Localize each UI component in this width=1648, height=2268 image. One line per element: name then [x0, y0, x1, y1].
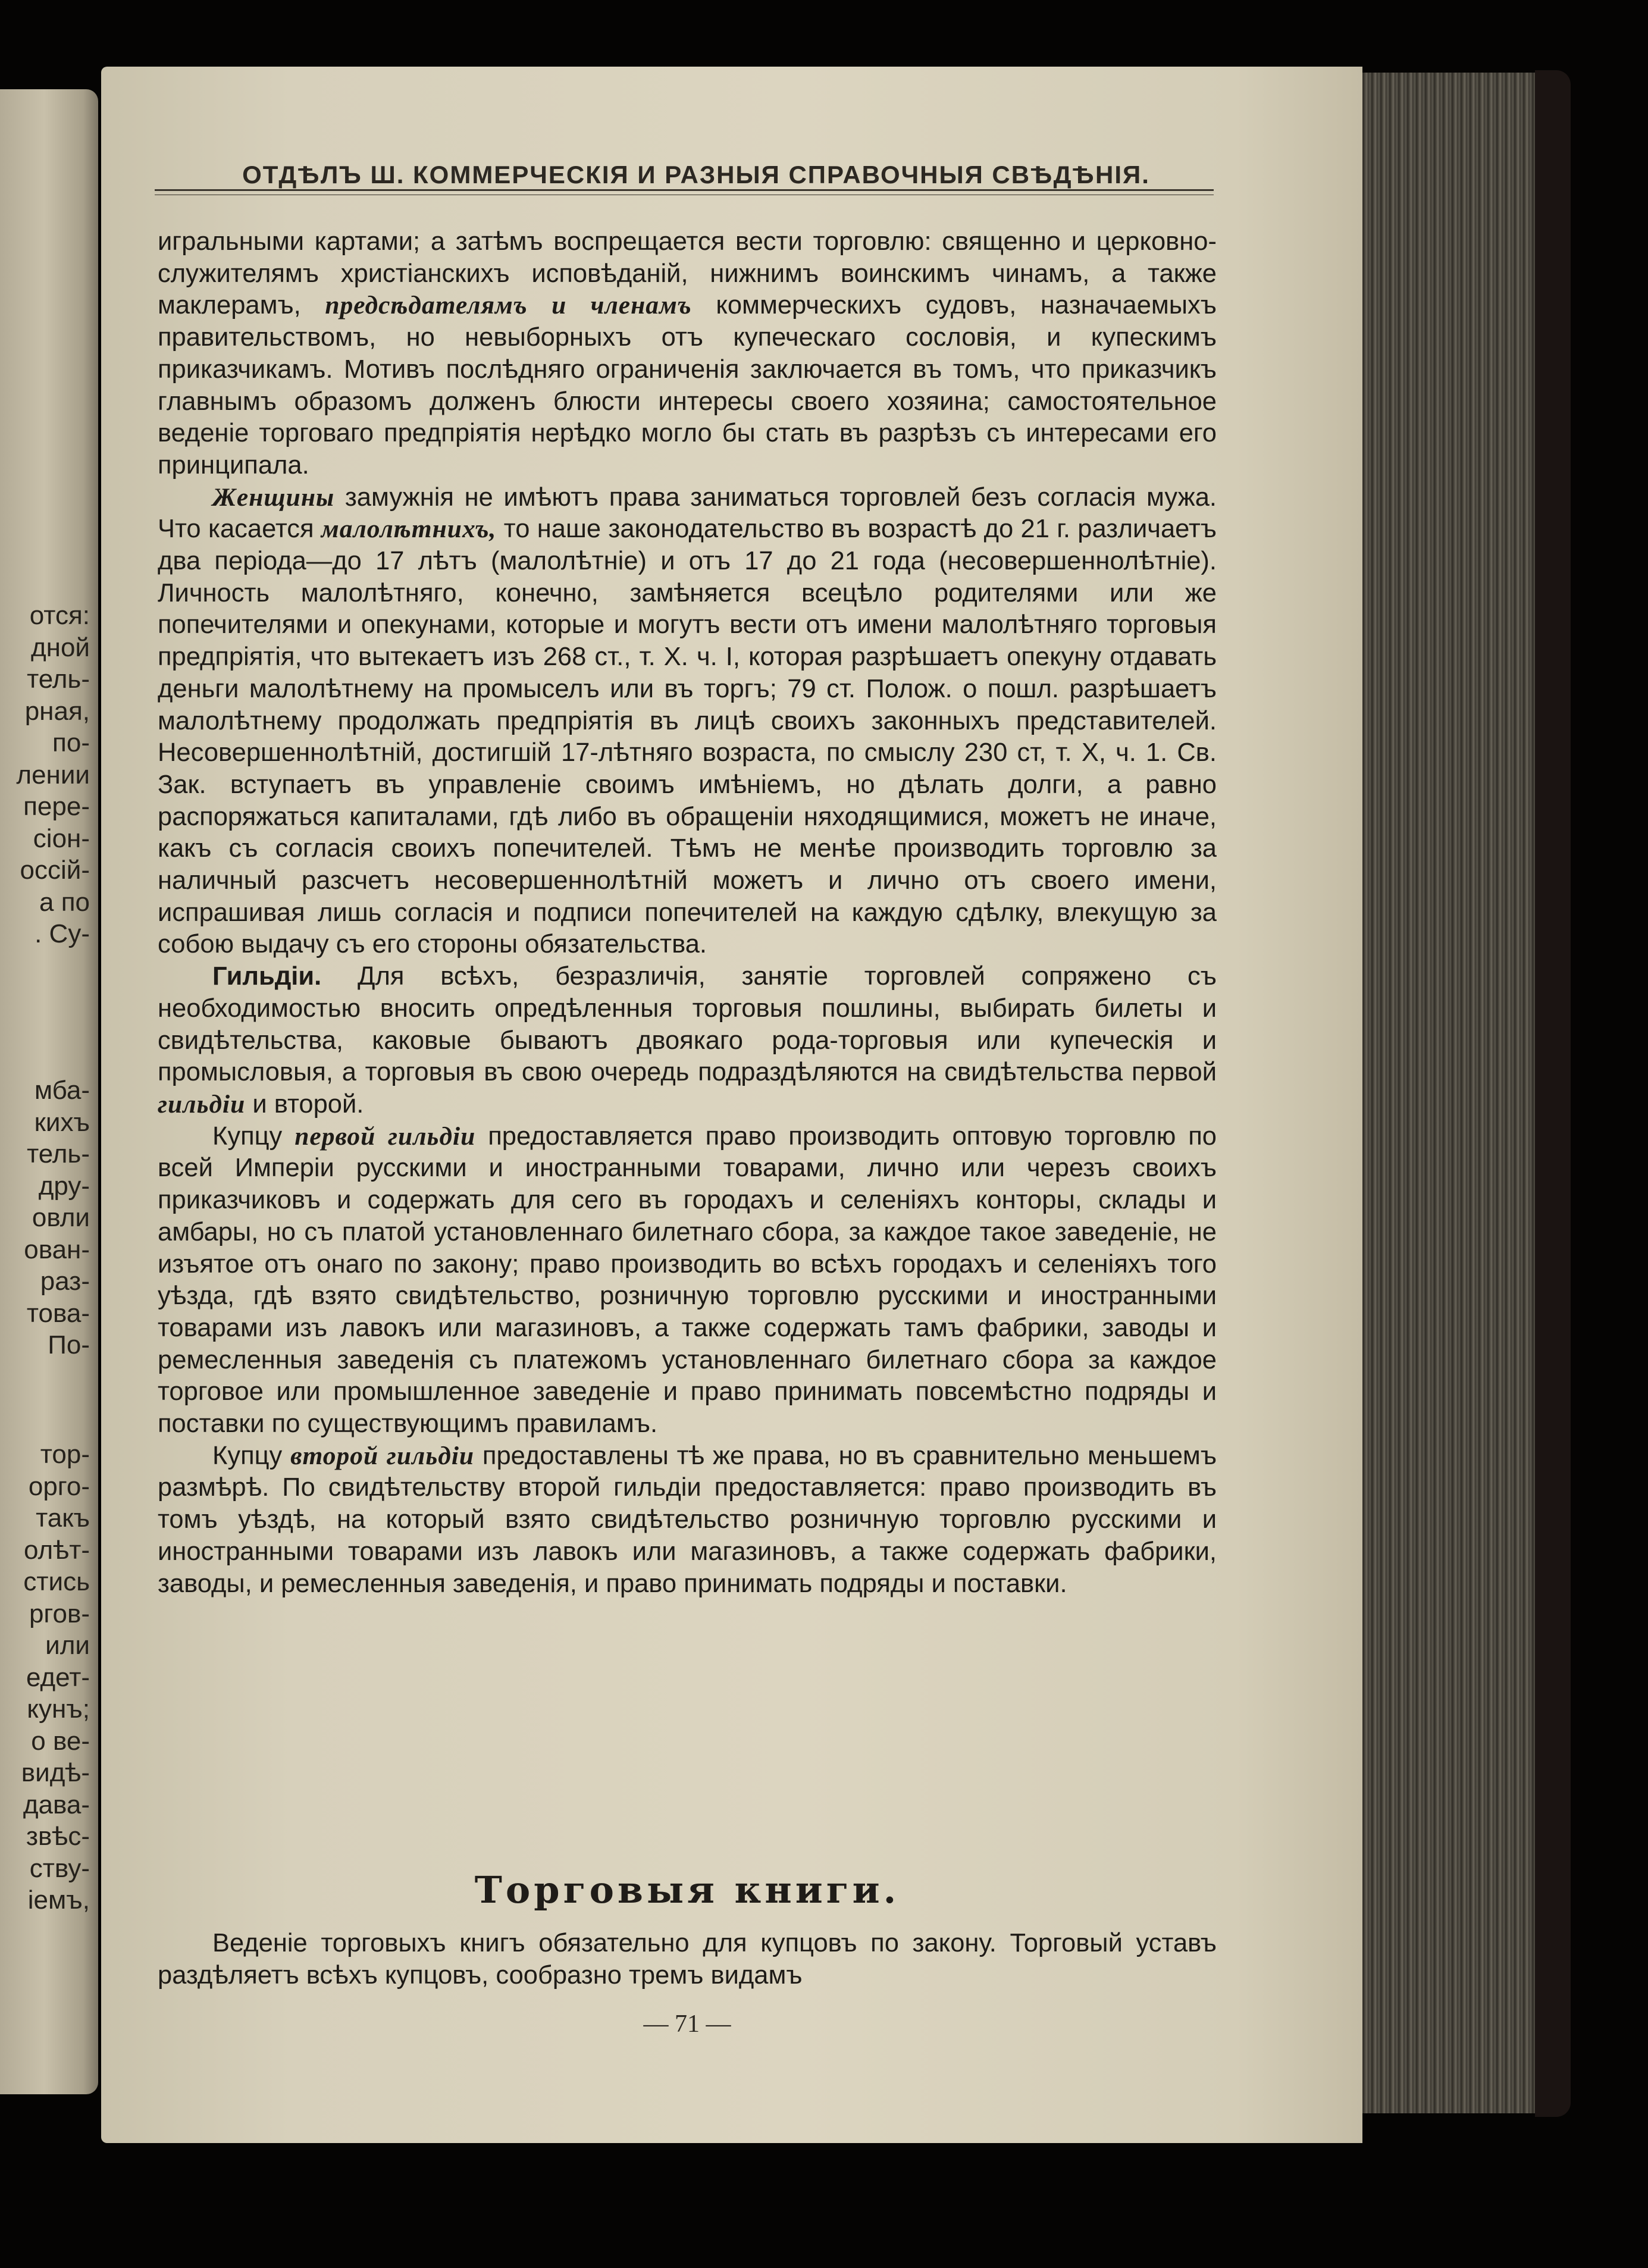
- paragraph: Веденіе торговыхъ книгъ обязательно для купцовъ по закону. Торговый уставъ раздѣляетъ всѣхъ купцовъ, сообразно тремъ видамъ: [158, 1929, 1217, 1990]
- previous-page-line: това-: [26, 1298, 90, 1328]
- previous-page-line: оссій-: [20, 856, 90, 885]
- previous-page-line: едет-: [26, 1662, 90, 1692]
- previous-page-line: ргов-: [29, 1599, 90, 1628]
- previous-page-line: По-: [48, 1330, 90, 1359]
- previous-page-line: дной: [30, 632, 90, 662]
- book-cover-edge: [1535, 70, 1571, 2117]
- previous-page-line: такъ: [36, 1503, 90, 1533]
- previous-page-line: тель-: [27, 665, 90, 694]
- emphasis: предсѣдателямъ и членамъ: [325, 291, 692, 320]
- previous-page-line: видѣ-: [21, 1758, 90, 1787]
- previous-page-line: стись: [23, 1567, 90, 1596]
- previous-page-edge: [0, 89, 98, 2094]
- previous-page-line: тор-: [40, 1440, 90, 1469]
- book-fore-edge: [1351, 73, 1553, 2113]
- previous-page-line: звѣс-: [26, 1822, 90, 1851]
- previous-page-line: іемъ,: [27, 1885, 90, 1915]
- previous-page-line: рная,: [24, 696, 90, 726]
- previous-page-line: ству-: [29, 1853, 90, 1883]
- paragraph: Купцу первой гильдіи предоставляется право производить оптовую торговлю по всей Имперіи русскими и иностранными товарами, лично или черезъ своихъ приказчиковъ и содержать для сего въ городахъ и селеніяхъ конторы, склады и амбары, но съ платой установленнаго билетнаго сбора, за каждое такое заведеніе, не изъятое отъ онаго по закону; право производить во всѣхъ городахъ и селеніяхъ того уѣзда, гдѣ взято свидѣтельство, розничную торговлю русскими и иностранными товарами изъ лавокъ или магазиновъ, а также содержать тамъ фабрики, заводы и ремесленныя заведенія съ платежомъ установленнаго билетнаго сбора за каждое торговое или промышленное заведеніе и право принимать повсемѣстно подряды и поставки по существующимъ правиламъ.: [158, 1122, 1217, 1439]
- previous-page-line: о ве-: [31, 1726, 90, 1756]
- emphasis: малолѣтнихъ,: [321, 515, 497, 544]
- emphasis: первой гильдіи: [294, 1122, 476, 1151]
- previous-page-line: тель-: [27, 1139, 90, 1169]
- running-header: ОТДѢЛЪ Ш. КОММЕРЧЕСКІЯ И РАЗНЫЯ СПРАВОЧНЫЯ СВѢДѢНІЯ.: [242, 161, 1150, 189]
- previous-page-line: овли: [32, 1203, 90, 1232]
- previous-page-line: кихъ: [34, 1107, 90, 1137]
- paragraph: Женщины замужнія не имѣютъ права заниматься торговлей безъ согласія мужа. Что касается малолѣтнихъ, то наше законодательство въ возрастѣ до 21 г. различаетъ два періода—до 17 лѣтъ (малолѣтніе) и отъ 17 до 21 года (несовершеннолѣтніе). Личность малолѣтняго, конечно, замѣняется всецѣло родителями или же попечителями и опекунами, которые и могутъ вести отъ имени малолѣтняго торговыя предпріятія, что вытекаетъ изъ 268 ст., т. X. ч. I, которая разрѣшаетъ опекуну отдавать деньги малолѣтнему на промыселъ или въ торгъ; 79 ст. Полож. о пошл. разрѣшаетъ малолѣтнему продолжать предпріятія въ лицѣ своихъ законныхъ представителей. Несовершеннолѣтній, достигшій 17-лѣтняго возраста, по смыслу 230 ст, т. X, ч. 1. Св. Зак. вступаетъ въ управленіе своимъ имѣніемъ, но дѣлать долги, а равно распоряжаться капиталами, гдѣ либо въ обращеніи няходящимися, можетъ не иначе, какъ съ согласія своихъ попечителей. Тѣмъ не менѣе производить торговлю за наличный разсчетъ несовершеннолѣтній можетъ и лично отъ своего имени, испрашивая лишь согласія и подписи попечителей на каждую сдѣлку, влекущую за собою выдачу съ его стороны обязательства.: [158, 483, 1217, 959]
- previous-page-line: дава-: [23, 1790, 90, 1819]
- previous-page-line: кунъ;: [27, 1694, 90, 1724]
- previous-page-line: лении: [16, 760, 90, 790]
- previous-page-line: мба-: [34, 1076, 90, 1105]
- previous-page-line: сіон-: [33, 823, 90, 853]
- previous-page-line: а по: [39, 887, 90, 917]
- emphasis: Женщины: [212, 483, 335, 512]
- page-number: — 71 —: [643, 2010, 731, 2038]
- paragraph: Гильдіи. Для всѣхъ, безразличія, занятіе торговлей сопряжено съ необходимостью вносить опредѣленныя торговыя пошлины, выбирать билеты и свидѣтельства, каковые бываютъ двоякаго рода-торговыя или купеческія и промысловыя, а торговыя въ свою очередь подраздѣляются на свидѣтельства первой гильдіи и второй.: [158, 962, 1217, 1119]
- previous-page-line: по-: [52, 728, 90, 757]
- emphasis: гильдіи: [158, 1089, 246, 1119]
- previous-page-line: олѣт-: [24, 1535, 90, 1565]
- section-title: Торговыя книги.: [474, 1868, 900, 1912]
- previous-page-line: или: [45, 1631, 90, 1660]
- section-body: [158, 1928, 1217, 1991]
- previous-page-line: отся:: [29, 601, 90, 630]
- previous-page-line: орго-: [28, 1471, 90, 1501]
- previous-page-line: раз-: [40, 1267, 90, 1296]
- emphasis: второй гильдіи: [290, 1441, 475, 1470]
- previous-page-line: . Су-: [35, 919, 90, 948]
- previous-page-line: пере-: [23, 792, 90, 821]
- paragraph: игральными картами; а затѣмъ воспрещается вести торговлю: священно и церковно-служителямъ христіанскихъ исповѣданій, нижнимъ воинскимъ чинамъ, а также маклерамъ, предсѣдателямъ и членамъ коммерческихъ судовъ, назначаемыхъ правительствомъ, но невыборныхъ отъ купеческаго сословія, и купескимъ приказчикамъ. Мотивъ послѣдняго ограниченія заключается въ томъ, что приказчикъ главнымъ образомъ долженъ блюсти интересы своего хозяина; самостоятельное веденіе торговаго предпріятія нерѣдко могло бы стать въ разрѣзъ съ интересами его принципала.: [158, 227, 1217, 480]
- previous-page-line: ован-: [24, 1235, 90, 1264]
- paragraph-heading: Гильдіи.: [212, 962, 322, 991]
- page-body: [158, 226, 1217, 1600]
- header-rule: [155, 189, 1214, 195]
- paragraph: Купцу второй гильдіи предоставлены тѣ же права, но въ сравнительно меньшемъ размѣрѣ. По свидѣтельству второй гильдіи предоставляется: право производить въ томъ уѣздѣ, на который взято свидѣтельство розничную торговлю русскими и иностранными товарами изъ лавокъ или магазиновъ, а также содержать фабрики, заводы, и ремесленныя заведенія, и право принимать подряды и поставки.: [158, 1441, 1217, 1598]
- previous-page-line: дру-: [38, 1171, 90, 1201]
